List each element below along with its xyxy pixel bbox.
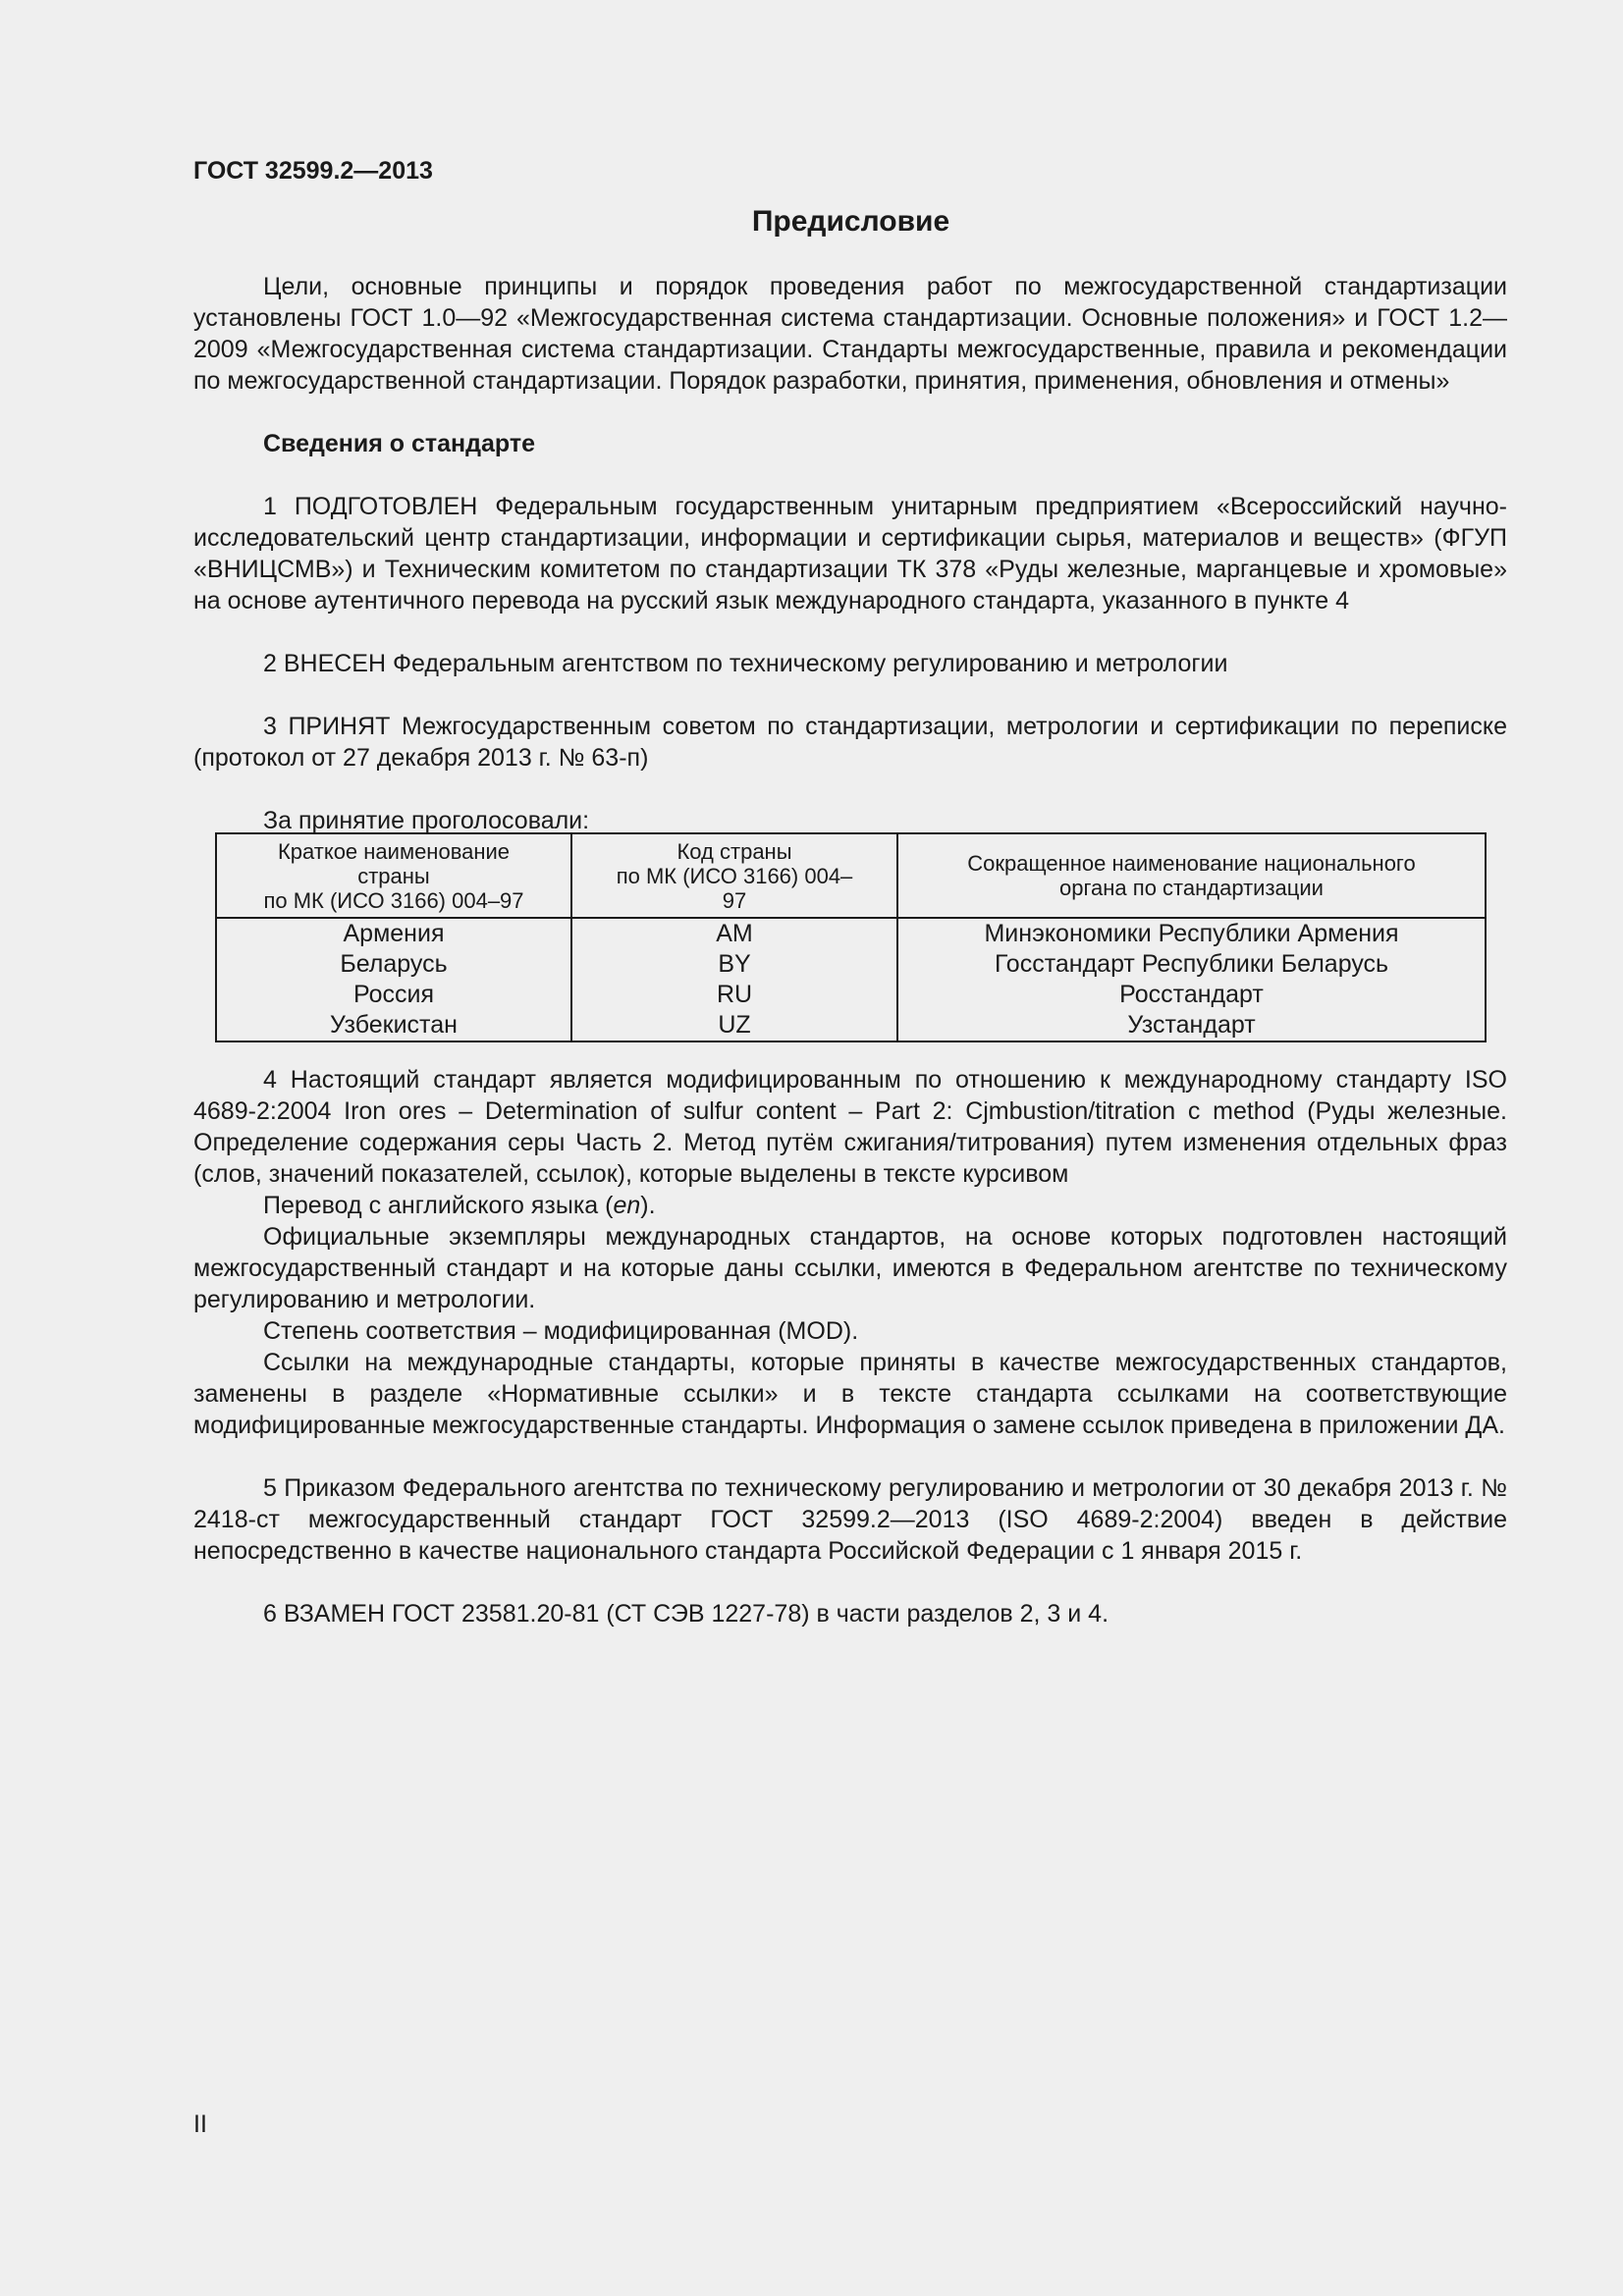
cell-code: UZ — [571, 1010, 897, 1041]
item-3-adopted: 3 ПРИНЯТ Межгосударственным советом по стандартизации, метрологии и сертификации по переписке (протокол от 27 декабря 2013 г. № 63-п) — [193, 713, 1507, 772]
table-row — [216, 918, 1486, 949]
section-heading: Сведения о стандарте — [263, 430, 536, 457]
item-4-references: Ссылки на международные стандарты, которые приняты в качестве межгосударственных стандартов, заменены в разделе «Нормативные ссылки» и в тексте стандарта ссылками на соответствующие модифицированные межгосударственные стандарты. Информация о замене ссылок приведена в приложении ДА. — [193, 1349, 1507, 1439]
document-body — [193, 271, 1507, 1629]
header-country-code: Код страны по МК (ИСО 3166) 004– 97 — [571, 833, 897, 918]
cell-country: Узбекистан — [216, 1010, 571, 1041]
intro-paragraph: Цели, основные принципы и порядок проведения работ по межгосударственной стандартизации установлены ГОСТ 1.0—92 «Межгосударственная система стандартизации. Основные положения» и ГОСТ 1.2—2009 «Межгосударственная система стандартизации. Стандарты межгосударственные, правила и рекомендации по межгосударственной стандартизации. Порядок разработки, принятия, применения, обновления и отмены» — [193, 273, 1507, 395]
item-4-official-copies: Официальные экземпляры международных стандартов, на основе которых подготовлен настоящий межгосударственный стандарт и на которые даны ссылки, имеются в Федеральном агентстве по техническому регулированию и метрологии. — [193, 1223, 1507, 1313]
voting-table-caption: За принятие проголосовали: — [263, 807, 590, 834]
table-row — [216, 1010, 1486, 1041]
item-4-translation: Перевод с английского языка (en). — [263, 1192, 656, 1219]
item-5-order: 5 Приказом Федерального агентства по техническому регулированию и метрологии от 30 декабря 2013 г. № 2418-ст межгосударственный стандарт ГОСТ 32599.2—2013 (ISO 4689-2:2004) введен в действие непосредственно в качестве национального стандарта Российской Федерации с 1 января 2015 г. — [193, 1474, 1507, 1565]
cell-body: Госстандарт Республики Беларусь — [897, 949, 1486, 980]
cell-country: Армения — [216, 918, 571, 949]
cell-body: Узстандарт — [897, 1010, 1486, 1041]
item-1-prepared: 1 ПОДГОТОВЛЕН Федеральным государственным унитарным предприятием «Всероссийский научно-исследовательский центр стандартизации, информации и сертификации сырья, материалов и веществ» (ФГУП «ВНИЦСМВ») и Техническим комитетом по стандартизации ТК 378 «Руды железные, марганцевые и хромовые» на основе аутентичного перевода на русский язык международного стандарта, указанного в пункте 4 — [193, 493, 1507, 614]
voting-table — [215, 832, 1487, 1042]
item-6-replaces: 6 ВЗАМЕН ГОСТ 23581.20-81 (СТ СЭВ 1227-78) в части разделов 2, 3 и 4. — [263, 1600, 1109, 1628]
item-2-introduced: 2 ВНЕСЕН Федеральным агентством по техническому регулированию и метрологии — [263, 650, 1228, 677]
cell-body: Минэкономики Республики Армения — [897, 918, 1486, 949]
table-row — [216, 980, 1486, 1010]
header-country: Краткое наименование страны по МК (ИСО 3166) 004–97 — [216, 833, 571, 918]
document-code: ГОСТ 32599.2—2013 — [193, 157, 433, 185]
cell-country: Россия — [216, 980, 571, 1010]
page-number: II — [193, 2110, 207, 2138]
item-4-modified: 4 Настоящий стандарт является модифицированным по отношению к международному стандарту ISO 4689-2:2004 Iron ores – Determination of sulfur content – Part 2: Cjmbustion/titration c method (Руды железные. Определение содержания серы Часть 2. Метод путём сжигания/титрования) путем изменения отдельных фраз (слов, значений показателей, ссылок), которые выделены в тексте курсивом — [193, 1066, 1507, 1188]
cell-code: AM — [571, 918, 897, 949]
cell-code: BY — [571, 949, 897, 980]
header-national-body: Сокращенное наименование национального органа по стандартизации — [897, 833, 1486, 918]
table-row — [216, 949, 1486, 980]
item-4-degree: Степень соответствия – модифицированная (MOD). — [263, 1317, 859, 1345]
table-header-row — [216, 833, 1486, 918]
cell-code: RU — [571, 980, 897, 1010]
page-title: Предисловие — [751, 205, 950, 238]
cell-country: Беларусь — [216, 949, 571, 980]
cell-body: Росстандарт — [897, 980, 1486, 1010]
